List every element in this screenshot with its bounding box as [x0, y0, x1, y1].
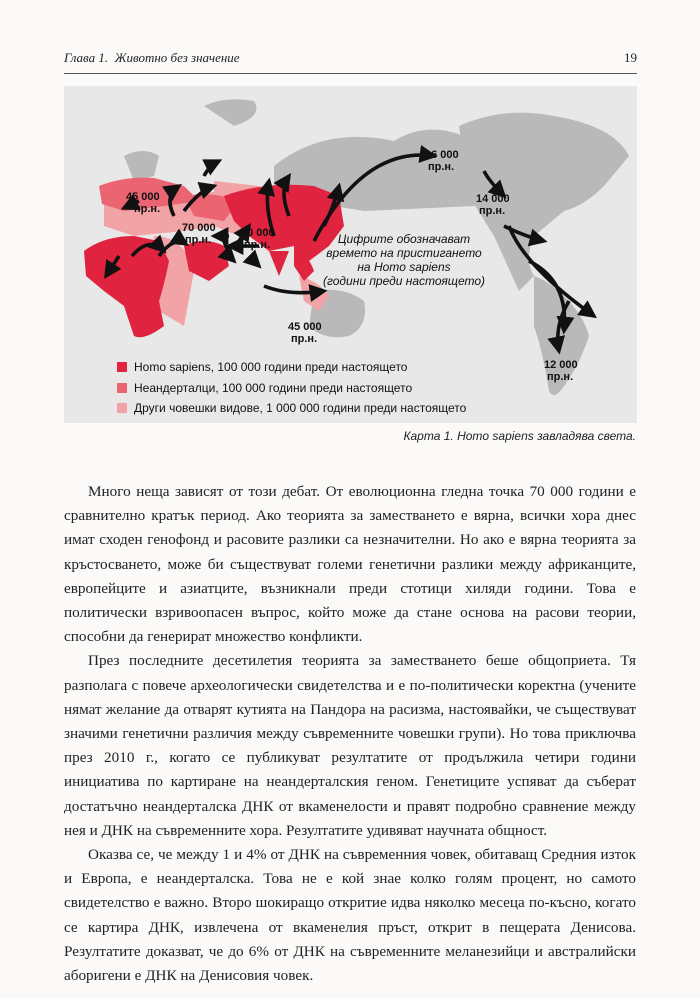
- legend-swatch: [117, 383, 127, 393]
- label-me-year: 70 000: [182, 222, 216, 234]
- label-sa-era: пр.н.: [547, 371, 574, 383]
- label-eu-year: 45 000: [126, 191, 160, 203]
- legend-item: Homo sapiens, 100 000 години преди настоящето: [134, 360, 408, 374]
- label-me-era: пр.н.: [185, 234, 212, 246]
- body-text: [64, 480, 636, 988]
- note-line: на Homo sapiens: [357, 260, 451, 274]
- page-number: 19: [624, 50, 637, 65]
- label-asia-year: 60 000: [241, 227, 275, 239]
- chapter-name: Животно без значение: [114, 50, 240, 65]
- map-caption: Карта 1. Homo sapiens завладява света.: [403, 429, 636, 443]
- running-header: [64, 50, 637, 70]
- header-rule: [64, 73, 637, 74]
- arrow: [249, 256, 259, 266]
- label-sa-year: 12 000: [544, 359, 578, 371]
- label-asia-era: пр.н.: [244, 239, 271, 251]
- world-map: [64, 86, 637, 423]
- note-line: (години преди настоящето): [322, 274, 486, 288]
- label-aus-era: пр.н.: [291, 333, 318, 345]
- legend-swatch: [117, 362, 127, 372]
- paragraph: Оказва се, че между 1 и 4% от ДНК на съвременния човек, обитаващ Средния изток и Европа, е неандерталска. Това не е кой знае колко голям процент, но самото свидетелство е важно. Второ шокиращо откритие идва няколко месеца по-късно, когато се картира ДНК, извлечена от вкаменелия пръст, открит в пещерата Денисова. Резултатите доказват, че до 6% от ДНК на съвременните меланезийци и австралийски аборигени е ДНК на Денисовия човек.: [64, 846, 636, 985]
- paragraph: През последните десетилетия теорията за заместването беше общоприета. Тя разполага с повече археологически свидетелства и е по-политически коректна (учените нямат желание да отварят кутията на Пандора на расизма, настоявайки, че съществуват значими генетични различия между съвременните човешки групи). Но това приключва през 2010 г., когато се публикуват резултатите от продължила четири години инициатива по картиране на неандерталския геном. Генетиците успяват да съберат достатъчно неандерталска ДНК от вкаменелости и правят подробно сравнение между нея и ДНК на съвременните хора. Резултатите удивяват научната общност.: [64, 652, 636, 839]
- label-aus-year: 45 000: [288, 321, 322, 333]
- legend-item: Неандерталци, 100 000 години преди настоящето: [134, 381, 413, 395]
- map-note: [323, 232, 485, 288]
- legend-swatch: [117, 403, 127, 413]
- map-legend: [117, 360, 467, 415]
- chapter-title: [64, 50, 240, 66]
- label-na-era: пр.н.: [479, 205, 506, 217]
- arrow: [204, 161, 219, 176]
- label-na-year: 14 000: [476, 193, 510, 205]
- label-bering-era: пр.н.: [428, 161, 455, 173]
- chapter-number: Глава 1.: [64, 50, 109, 65]
- note-line: времето на пристигането: [326, 246, 482, 260]
- paragraph: Много неща зависят от този дебат. От еволюционна гледна точка 70 000 години е сравнително кратък период. Ако теорията за заместването е вярна, всички хора днес имат сходен генофонд и расовите разлики са незначителни. Но ако е вярна теорията за кръстосването, може би съществуват големи генетични разлики между африканците, европейците и азиатците, възникнали преди стотици хиляди години. Това е политически взривоопасен въпрос, който може да стане основа на расови теории, способни да генерират множество конфликти.: [64, 483, 636, 646]
- note-line: Цифрите обозначават: [337, 232, 471, 246]
- label-eu-era: пр.н.: [134, 203, 161, 215]
- label-bering-year: 16 000: [425, 149, 459, 161]
- legend-item: Други човешки видове, 1 000 000 години преди настоящето: [134, 401, 467, 415]
